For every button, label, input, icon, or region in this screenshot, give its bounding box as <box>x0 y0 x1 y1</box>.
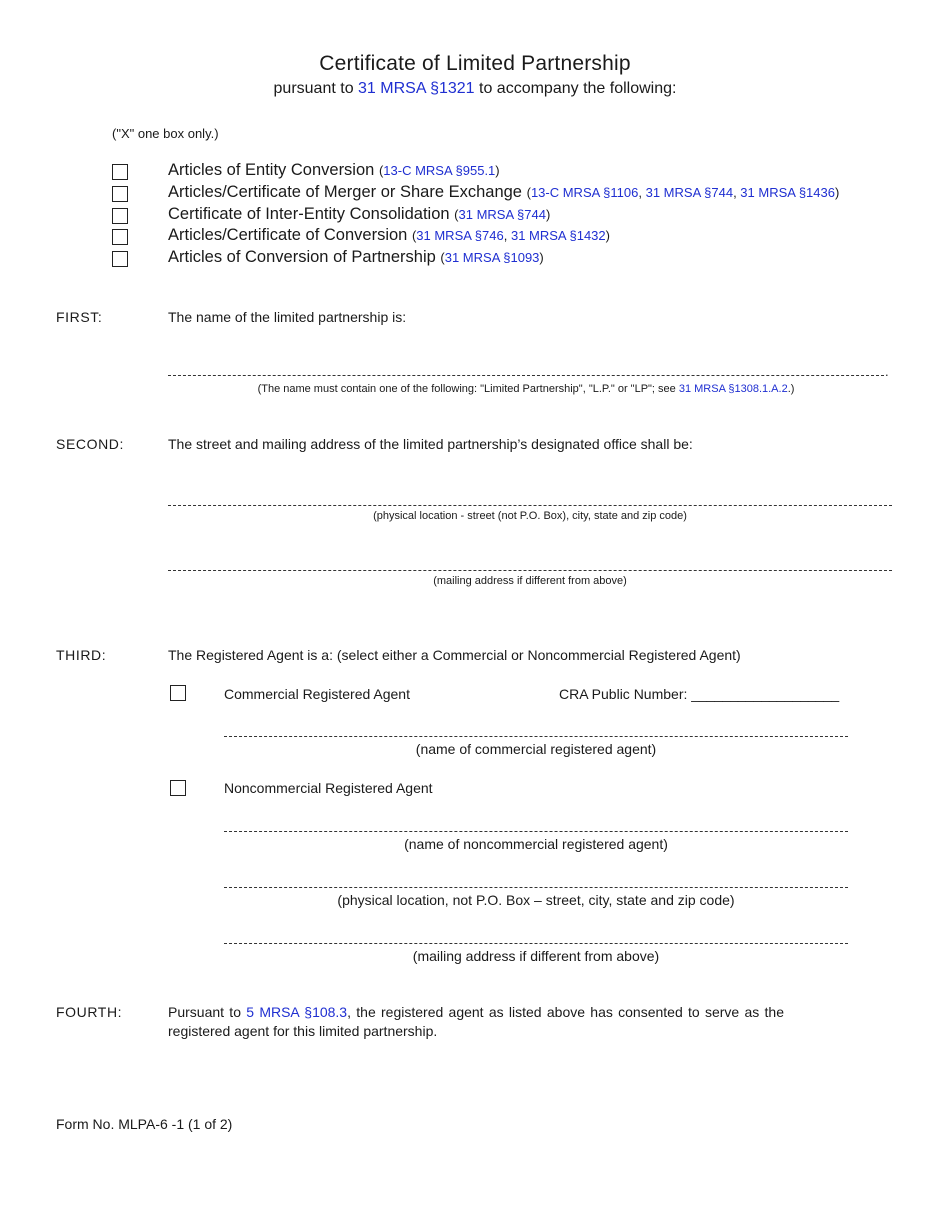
first-label: FIRST: <box>56 309 103 325</box>
form-page: Certificate of Limited Partnership pursuant to 31 MRSA §1321 to accompany the following: ("X" one box only.) Articles of Entity Conversion (13-C MRSA §955.1) Articles/Certificate of Merger or Share Exchange (13-C MRSA §1106, 31 MRSA §744, 31 MRSA §1436) Certificate of Inter-Entity Consolidation (31 MRSA §744) Articles/Certificate of Conversion (31 MRSA §746, 31 MRSA §1432) Articles of Conversion of Partnership (31 MRSA §1093) FIRST: The name of the limited partnership is: . (The name must contain one of the following: "Limited Partnership", "L.P." or "LP"; see 31 MRSA §1308.1.A.2.) SECOND: The street and mailing address of the limited partnership’s designated office shall be: (physical location - street (not P.O. Box), city, state and zip code) (mailing address if different from above) THIRD: The Registered Agent is a: (select either a Commercial or Noncommercial Registered Agent) Commercial Registered Agent CRA Public Number: ___________________ (name of commercial registered agent) Noncommercial Registered Agent (name of noncommercial registered agent) (physical location, not P.O. Box – street, city, state and zip code) (mailing address if different from above) FOURTH: Pursuant to 5 MRSA §108.3, the registered agent as listed above has consented to serve as the registered agent for this limited partnership. Form No. MLPA-6 -1 (1 of 2) <box>0 0 950 1230</box>
checkbox-entity-conversion[interactable] <box>112 164 128 180</box>
checkbox-inter-entity-consolidation[interactable] <box>112 208 128 224</box>
period-mark: . <box>885 364 889 379</box>
name-requirement-caption: (The name must contain one of the following: "Limited Partnership", "L.P." or "LP"; see 31 MRSA §1308.1.A.2.) <box>257 383 795 395</box>
checkbox-conversion-of-partnership[interactable] <box>112 251 128 267</box>
checkbox-noncommercial-agent[interactable] <box>170 780 186 796</box>
form-title: Certificate of Limited Partnership <box>319 52 631 75</box>
noncommercial-agent-label: Noncommercial Registered Agent <box>224 780 433 796</box>
noncommercial-agent-name-line[interactable] <box>224 831 848 832</box>
fourth-text: Pursuant to 5 MRSA §108.3, the registered agent as listed above has consented to serve as the registered agent for this limited partnership. <box>168 1004 784 1039</box>
agent-mailing-caption: (mailing address if different from above) <box>412 948 660 964</box>
first-text: The name of the limited partnership is: <box>168 309 407 325</box>
statute-link[interactable]: 31 MRSA §744 <box>645 185 734 200</box>
commercial-agent-caption: (name of commercial registered agent) <box>415 741 657 757</box>
instruction-text: ("X" one box only.) <box>112 126 219 141</box>
commercial-agent-label: Commercial Registered Agent <box>224 686 410 702</box>
office-physical-line[interactable] <box>168 505 892 506</box>
statute-link[interactable]: 13-C MRSA §1106 <box>530 185 639 200</box>
choice-label: Articles/Certificate of Conversion <box>168 226 408 244</box>
partnership-name-line[interactable] <box>168 375 884 376</box>
noncommercial-agent-caption: (name of noncommercial registered agent) <box>404 836 668 852</box>
checkbox-commercial-agent[interactable] <box>170 685 186 701</box>
second-text: The street and mailing address of the limited partnership’s designated office shall be: <box>168 436 693 452</box>
agent-physical-line[interactable] <box>224 887 848 888</box>
agent-mailing-line[interactable] <box>224 943 848 944</box>
subtitle-statute-link[interactable]: 31 MRSA §1321 <box>358 80 475 97</box>
checkbox-conversion[interactable] <box>112 229 128 245</box>
cra-label: CRA Public Number: <box>559 686 692 702</box>
cra-public-number <box>559 686 839 702</box>
statute-link[interactable]: 31 MRSA §746 <box>416 228 504 243</box>
statute-link[interactable]: 31 MRSA §1436 <box>740 185 835 200</box>
commercial-agent-name-line[interactable] <box>224 736 848 737</box>
office-mailing-line[interactable] <box>168 570 892 571</box>
choice-label: Articles of Entity Conversion <box>168 161 375 179</box>
statute-link[interactable]: 5 MRSA §108.3 <box>246 1004 348 1020</box>
choice-label: Certificate of Inter-Entity Consolidation <box>168 205 450 223</box>
third-text: The Registered Agent is a: (select either a Commercial or Noncommercial Registered Agent) <box>168 647 741 663</box>
statute-link[interactable]: 31 MRSA §744 <box>458 207 546 222</box>
form-subtitle <box>0 80 950 98</box>
choice-label: Articles of Conversion of Partnership <box>168 248 436 266</box>
office-mailing-caption: (mailing address if different from above) <box>433 575 627 587</box>
checkbox-merger-share-exchange[interactable] <box>112 186 128 202</box>
statute-link[interactable]: 31 MRSA §1093 <box>444 250 540 265</box>
third-label: THIRD: <box>56 647 107 663</box>
fourth-label: FOURTH: <box>56 1004 123 1020</box>
cra-number-field[interactable]: ___________________ <box>691 686 840 702</box>
agent-physical-caption: (physical location, not P.O. Box – street, city, state and zip code) <box>337 892 735 908</box>
statute-link[interactable]: 13-C MRSA §955.1 <box>383 163 496 178</box>
choice-label: Articles/Certificate of Merger or Share Exchange <box>168 183 522 201</box>
second-label: SECOND: <box>56 436 124 452</box>
subtitle-suffix: to accompany the following: <box>474 80 677 97</box>
statute-link[interactable]: 31 MRSA §1432 <box>510 228 606 243</box>
office-physical-caption: (physical location - street (not P.O. Box), city, state and zip code) <box>373 510 687 522</box>
form-number: Form No. MLPA-6 -1 (1 of 2) <box>56 1116 233 1132</box>
statute-link[interactable]: 31 MRSA §1308.1.A.2 <box>678 383 788 395</box>
subtitle-prefix: pursuant to <box>273 80 359 97</box>
